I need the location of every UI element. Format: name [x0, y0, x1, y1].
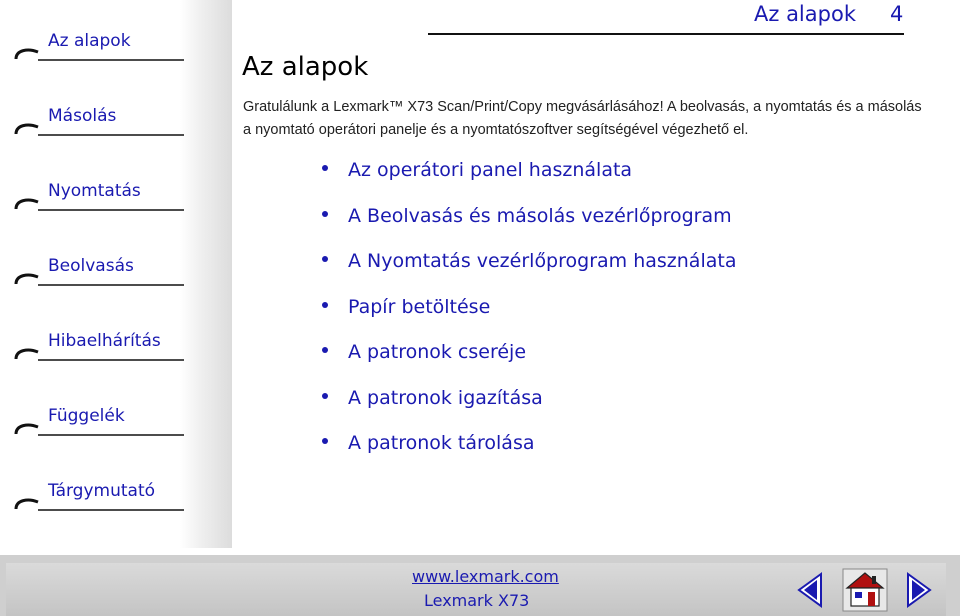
sidebar-item-label: Függelék: [48, 406, 125, 426]
sidebar-item-label: Hibaelhárítás: [48, 331, 161, 351]
sidebar: [0, 0, 232, 548]
topic-link-label[interactable]: Papír betöltése: [348, 295, 491, 318]
sidebar-item-az-alapok[interactable]: [14, 24, 186, 64]
swoosh-icon: [14, 421, 184, 437]
page-title: Az alapok: [242, 52, 369, 82]
bullet-icon: [322, 211, 328, 217]
sidebar-item-fuggelek[interactable]: [14, 399, 186, 439]
swoosh-icon: [14, 46, 184, 62]
bullet-icon: [322, 438, 328, 444]
intro-paragraph: Gratulálunk a Lexmark™ X73 Scan/Print/Copy megvásárlásához! A beolvasás, a nyomtatás és a másolás a nyomtató operátori panelje és a nyomtatószoftver segítségével végezhető el.: [243, 99, 922, 138]
bullet-icon: [322, 393, 328, 399]
swoosh-icon: [14, 196, 184, 212]
swoosh-icon: [14, 121, 184, 137]
sidebar-item-targymutato[interactable]: [14, 474, 186, 514]
home-icon[interactable]: [842, 568, 888, 612]
topic-link-label[interactable]: A patronok igazítása: [348, 386, 543, 409]
bullet-icon: [322, 165, 328, 171]
sidebar-item-nyomtatas[interactable]: [14, 174, 186, 214]
sidebar-item-masolas[interactable]: [14, 99, 186, 139]
topic-link-label[interactable]: A patronok tárolása: [348, 432, 535, 454]
sidebar-item-label: Nyomtatás: [48, 181, 141, 201]
bullet-icon: [322, 302, 328, 308]
page-number: 4: [890, 2, 904, 26]
topic-link-label[interactable]: Az operátori panel használata: [348, 159, 633, 181]
bullet-icon: [322, 347, 328, 353]
sidebar-item-beolvasas[interactable]: [14, 249, 186, 289]
sidebar-item-label: Beolvasás: [48, 256, 134, 276]
topic-link-label[interactable]: A Nyomtatás vezérlőprogram használata: [348, 250, 737, 272]
topic-link-label[interactable]: A Beolvasás és másolás vezérlőprogram: [348, 204, 732, 227]
sidebar-item-hibaelharitas[interactable]: [14, 324, 186, 364]
bullet-icon: [322, 256, 328, 262]
website-link[interactable]: www.lexmark.com: [412, 567, 559, 586]
sidebar-item-label: Az alapok: [48, 31, 131, 51]
product-name: Lexmark X73: [424, 591, 530, 610]
section-title: Az alapok: [754, 2, 856, 26]
left-arrow-icon[interactable]: [795, 572, 825, 608]
topic-link-label[interactable]: A patronok cseréje: [348, 341, 527, 363]
swoosh-icon: [14, 346, 184, 362]
swoosh-icon: [14, 496, 184, 512]
sidebar-item-label: Tárgymutató: [48, 481, 156, 501]
sidebar-item-label: Másolás: [48, 106, 117, 126]
swoosh-icon: [14, 271, 184, 287]
right-arrow-icon[interactable]: [904, 572, 934, 608]
header-divider: [428, 33, 904, 35]
